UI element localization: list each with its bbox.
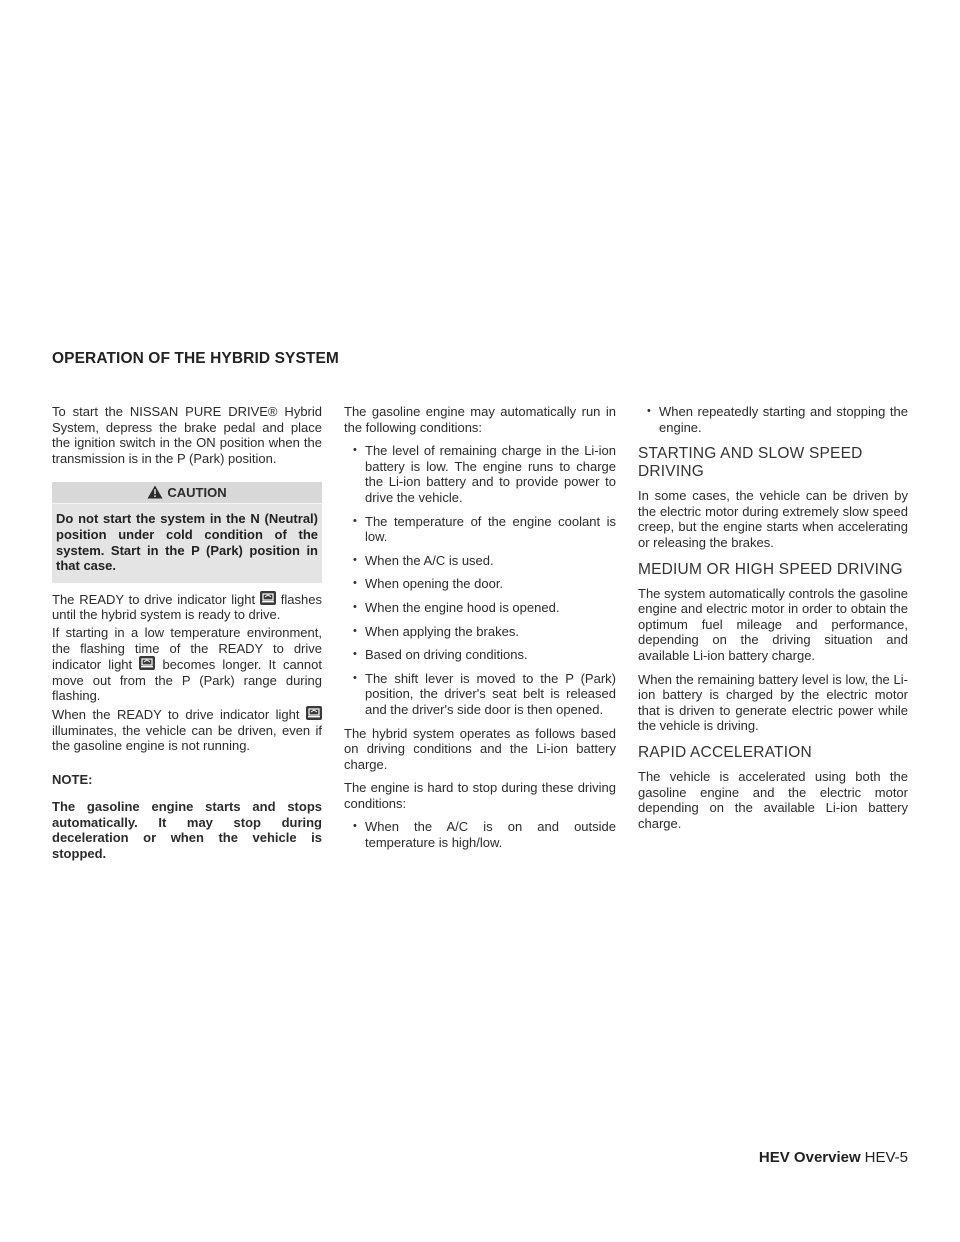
list-item: • When the A/C is on and outside temperature is high/low. [344, 819, 616, 850]
list-item: • When opening the door. [344, 576, 616, 592]
list-item: • The shift lever is moved to the P (Park) position, the driver's seat belt is released and the driver's side door is then opened. [344, 671, 616, 718]
ready-paragraph [52, 591, 322, 623]
column-left [52, 404, 322, 870]
medium-high-text-1: The system automatically controls the gasoline engine and electric motor in order to obtain the optimum fuel mileage and performance, depending on the driving situation and available Li-ion battery charge. [638, 585, 908, 663]
ready-indicator-icon [306, 706, 322, 720]
ready-indicator-icon [260, 591, 276, 605]
list-item: • When repeatedly starting and stopping the engine. [638, 404, 908, 435]
column-right [638, 404, 908, 839]
note-text: The gasoline engine starts and stops automatically. It may stop during deceleration or when the vehicle is stopped. [52, 799, 322, 862]
caution-header [52, 482, 322, 504]
rapid-acceleration-text: The vehicle is accelerated using both the gasoline engine and the electric motor depending on the available Li-ion battery charge. [638, 768, 908, 831]
cold-text-b: becomes longer. It cannot move out from the P (Park) range during flashing. [52, 657, 322, 704]
note-label: NOTE: [52, 771, 93, 787]
list-item: • When the engine hood is opened. [344, 600, 616, 616]
footer-section: HEV Overview [758, 1149, 861, 1166]
list-item: • When applying the brakes. [344, 624, 616, 640]
page-footer [759, 1149, 908, 1166]
page-number: HEV-5 [864, 1149, 908, 1166]
operates-paragraph: The hybrid system operates as follows based on driving conditions and the Li-ion battery charge. [344, 725, 616, 772]
list-item: • The temperature of the engine coolant is low. [344, 514, 616, 545]
subhead-rapid-acceleration: RAPID ACCELERATION [638, 743, 812, 761]
list-item: • When the A/C is used. [344, 553, 616, 569]
caution-box [52, 482, 322, 582]
ready-indicator-icon [139, 656, 155, 670]
hard-stop-list [344, 819, 616, 850]
list-item: • Based on driving conditions. [344, 647, 616, 663]
cold-text-a: If starting in a low temperature environment, the flashing time of the READY to drive indicator light [52, 624, 322, 673]
auto-run-conditions-list [344, 443, 616, 717]
hard-stop-paragraph: The engine is hard to stop during these driving conditions: [344, 780, 616, 811]
when-text-b: illuminates, the vehicle can be driven, even if the gasoline engine is not running. [52, 722, 322, 754]
ready-text-a: The READY to drive indicator light [52, 591, 256, 607]
list-item: • The level of remaining charge in the Li-ion battery is low. The engine runs to charge the Li-ion battery and to provide power to drive the vehicle. [344, 443, 616, 505]
starting-slow-text: In some cases, the vehicle can be driven by the electric motor during extremely slow speed creep, but the engine starts when accelerating or releasing the brakes. [638, 488, 908, 550]
when-paragraph [52, 706, 322, 754]
cold-paragraph [52, 625, 322, 704]
when-text-a: When the READY to drive indicator light [52, 706, 300, 722]
caution-text: Do not start the system in the N (Neutral) position under cold condition of the system. Start in the P (Park) position in that case. [56, 511, 318, 574]
caution-title: CAUTION [167, 485, 227, 501]
column-middle [344, 404, 616, 859]
section-heading: OPERATION OF THE HYBRID SYSTEM [52, 350, 339, 367]
hard-stop-list-continued [638, 404, 908, 435]
ready-text-b: flashes until the hybrid system is ready to drive. [52, 591, 322, 623]
medium-high-text-2: When the remaining battery level is low, the Li-ion battery is charged by the electric motor that is driven to generate electric power while the vehicle is driving. [638, 671, 908, 734]
auto-run-intro: The gasoline engine may automatically run in the following conditions: [344, 404, 616, 435]
subhead-starting-slow: STARTING AND SLOW SPEED DRIVING [638, 445, 863, 481]
warning-icon [147, 484, 163, 505]
subhead-medium-high: MEDIUM OR HIGH SPEED DRIVING [638, 560, 903, 578]
intro-paragraph: To start the NISSAN PURE DRIVE® Hybrid System, depress the brake pedal and place the ignition switch in the ON position when the transmission is in the P (Park) position. [52, 404, 322, 466]
